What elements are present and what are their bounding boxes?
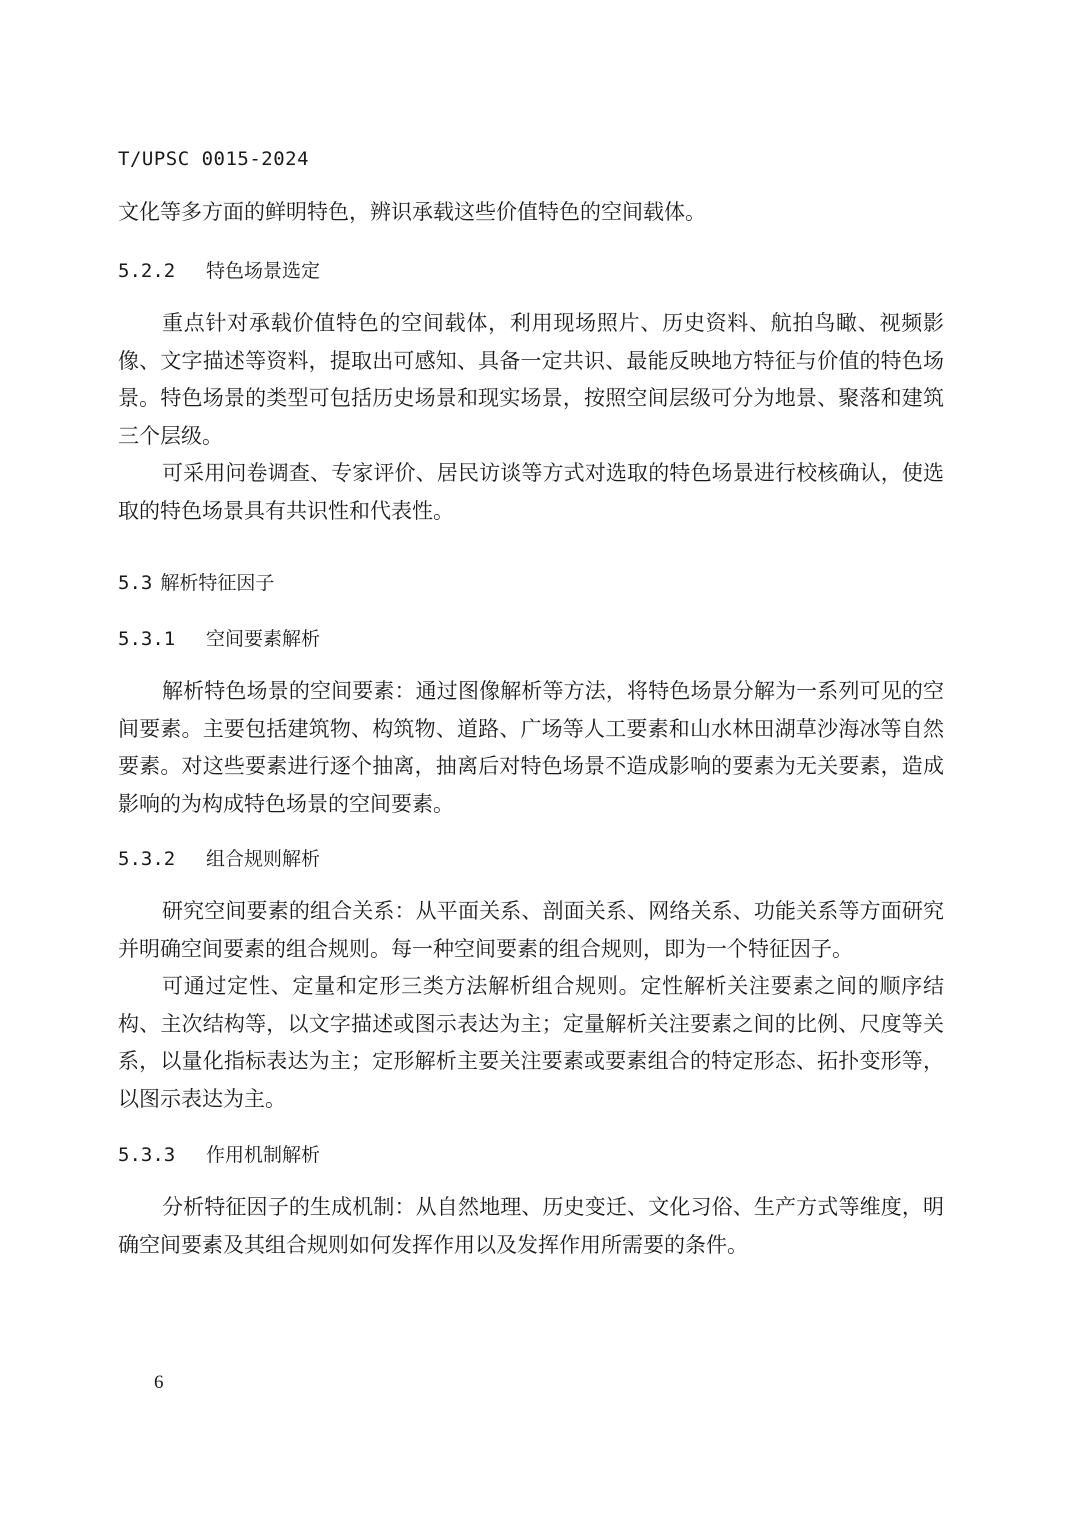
section-heading-5-2-2 [118,256,320,283]
section-title: 解析特征因子 [160,572,275,594]
section-number: 5.3.1 [118,628,176,650]
paragraph-5-2-2-2: 可采用问卷调查、专家评价、居民访谈等方式对选取的特色场景进行校核确认，使选取的特色场景具有共识性和代表性。 [118,461,944,523]
section-title: 作用机制解析 [206,1144,321,1166]
section-number: 5.3.2 [118,848,176,870]
section-title: 特色场景选定 [206,260,321,282]
paragraph-5-2-2-1: 重点针对承载价值特色的空间载体，利用现场照片、历史资料、航拍鸟瞰、视频影像、文字描述等资料，提取出可感知、具备一定共识、最能反映地方特征与价值的特色场景。特色场景的类型可包括历史场景和现实场景，按照空间层级可分为地景、聚落和建筑三个层级。 [118,311,944,448]
section-heading-5-3 [118,568,274,595]
section-title: 空间要素解析 [206,628,321,650]
paragraph-5-3-2-2: 可通过定性、定量和定形三类方法解析组合规则。定性解析关注要素之间的顺序结构、主次结构等，以文字描述或图示表达为主；定量解析关注要素之间的比例、尺度等关系，以量化指标表达为主；定形解析主要关注要素或要素组合的特定形态、拓扑变形等，以图示表达为主。 [118,974,944,1111]
section-heading-5-3-1 [118,624,320,651]
section-number: 5.3.3 [118,1144,176,1166]
paragraph-intro: 文化等多方面的鲜明特色，辨识承载这些价值特色的空间载体。 [118,200,706,224]
section-number: 5.3 [118,572,153,594]
section-heading-5-3-2 [118,844,320,871]
paragraph-5-3-2-1: 研究空间要素的组合关系：从平面关系、剖面关系、网络关系、功能关系等方面研究并明确空间要素的组合规则。每一种空间要素的组合规则，即为一个特征因子。 [118,899,944,961]
page-number: 6 [154,1372,164,1393]
standard-code: T/UPSC 0015-2024 [118,148,310,170]
section-number: 5.2.2 [118,260,176,282]
paragraph-5-3-3-1: 分析特征因子的生成机制：从自然地理、历史变迁、文化习俗、生产方式等维度，明确空间要素及其组合规则如何发挥作用以及发挥作用所需要的条件。 [118,1195,944,1257]
paragraph-5-3-1-1: 解析特色场景的空间要素：通过图像解析等方法，将特色场景分解为一系列可见的空间要素。主要包括建筑物、构筑物、道路、广场等人工要素和山水林田湖草沙海冰等自然要素。对这些要素进行逐个抽离，抽离后对特色场景不造成影响的要素为无关要素，造成影响的为构成特色场景的空间要素。 [118,679,944,816]
section-heading-5-3-3 [118,1140,320,1167]
section-title: 组合规则解析 [206,848,321,870]
